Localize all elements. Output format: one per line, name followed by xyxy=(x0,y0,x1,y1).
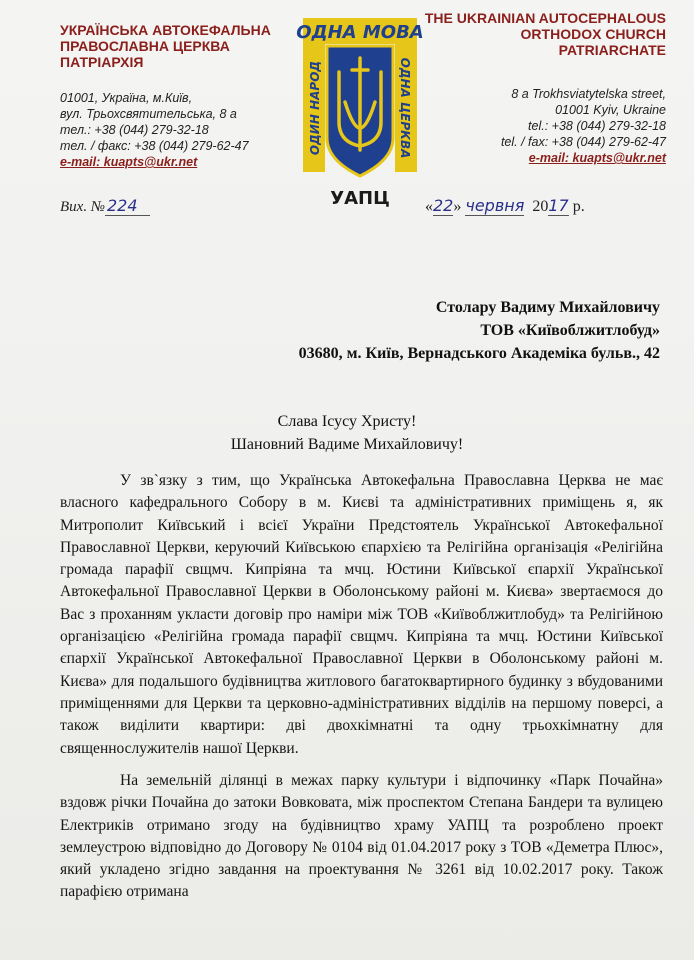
emblem-right-text: ОДНА ЦЕРКВА xyxy=(398,57,412,159)
address-line: tel.: +38 (044) 279-32-18 xyxy=(528,119,666,133)
greeting-line-1: Слава Ісусу Христу! xyxy=(277,413,417,430)
letter-body-continued xyxy=(60,770,663,904)
address-line: 01001 Kyiv, Ukraine xyxy=(555,103,666,117)
address-line: 8 a Trokhsviatytelska street, xyxy=(511,87,666,101)
recipient-address: 03680, м. Київ, Вернадського Академіка бульв., 42 xyxy=(298,345,660,362)
letterhead-line: ПРАВОСЛАВНА ЦЕРКВА xyxy=(60,38,230,54)
greeting-line-2: Шановний Вадиме Михайловичу! xyxy=(230,436,464,453)
letterhead-line: PATRIARCHATE xyxy=(558,42,666,58)
letterhead-english xyxy=(406,10,666,58)
letter-date: «22» червня 2017 р. xyxy=(425,196,585,215)
address-english xyxy=(426,86,666,166)
letterhead-line: ПАТРІАРХІЯ xyxy=(60,54,144,70)
letterhead-line: УКРАЇНСЬКА АВТОКЕФАЛЬНА xyxy=(60,22,271,38)
date-month: червня xyxy=(465,196,525,215)
recipient-name: Столару Вадиму Михайловичу xyxy=(435,299,660,316)
address-line: тел. / факс: +38 (044) 279-62-47 xyxy=(60,139,249,153)
date-year-prefix: 20 xyxy=(532,198,549,215)
letter-body xyxy=(60,470,663,760)
address-line: вул. Трьохсвятительська, 8 а xyxy=(60,107,237,121)
emblem-left-text: ОДИН НАРОД xyxy=(308,60,322,156)
outgoing-number-value: 224 xyxy=(105,196,150,216)
letterhead-ukrainian xyxy=(60,22,300,70)
paragraph-1: У зв`язку з тим, що Українська Автокефальна Православна Церква не має власного кафедрального Собору в м. Києві та адміністративних приміщень я, як Митрополит Київський і всієї України Предстоятель Української Автокефальної Православної Церкви, керуючий Київською єпархією та Релігійна організація «Релігійна громада парафії свщмч. Кипріяна та мчц. Юстини Київської єпархії Української Автокефальної Православної Церкви в Оболонському районі м. Києва» звертаємося до Вас з проханням укласти договір про наміри між ТОВ «Київоблжитлобуд» та Релігійною організацією «Релігійна громада парафії свщмч. Кипріяна та мчц. Юстини Київської єпархії Української Автокефальної Православної Церкви в Оболонському районі м. Києва» для подальшого будівництва житлового багатоквартирного будинку з вбудованими приміщеннями для Церкви та церковно-адміністративних відділів на першому поверсі, а також виділити квартири: дві двохкімнатні та одну трьохкімнатну для священнослужителів нашої Церкви. xyxy=(60,472,663,757)
date-day: 22 xyxy=(433,196,454,215)
emblem-bottom-text: УАПЦ xyxy=(330,188,390,209)
date-suffix: р. xyxy=(572,198,585,215)
letterhead-line: ORTHODOX CHURCH xyxy=(520,26,666,42)
recipient-company: ТОВ «Київоблжитлобуд» xyxy=(480,322,660,339)
recipient-block xyxy=(299,296,660,365)
emblem-top-text: ОДНА МОВА xyxy=(296,22,424,43)
address-line: тел.: +38 (044) 279-32-18 xyxy=(60,123,209,137)
outgoing-number xyxy=(60,196,150,216)
paragraph-2: На земельній ділянці в межах парку культури і відпочинку «Парк Почайна» вздовж річки Почайна до затоки Вовковата, між проспектом Степана Бандери та вулицею Електриків отримано згоду на будівництво храму УАПЦ та розроблено проект землеустрою відповідно до Договору № 0104 від 01.04.2017 року з ТОВ «Деметра Плюс», який укладено згідно завдання на проектування № 3261 від 10.02.2017 року. Також парафією отримана xyxy=(60,772,663,901)
address-line: tel. / fax: +38 (044) 279-62-47 xyxy=(500,135,666,149)
date-year-suffix: 17 xyxy=(548,196,569,215)
address-line: 01001, Україна, м.Київ, xyxy=(60,91,193,105)
email-ukrainian[interactable]: e-mail: kuapts@ukr.net xyxy=(60,155,198,169)
address-ukrainian xyxy=(60,90,300,170)
church-emblem-icon xyxy=(295,10,425,210)
email-english[interactable]: e-mail: kuapts@ukr.net xyxy=(528,151,666,165)
outgoing-label: Вих. № xyxy=(60,199,105,215)
letterhead-line: THE UKRAINIAN AUTOCEPHALOUS xyxy=(424,10,666,26)
